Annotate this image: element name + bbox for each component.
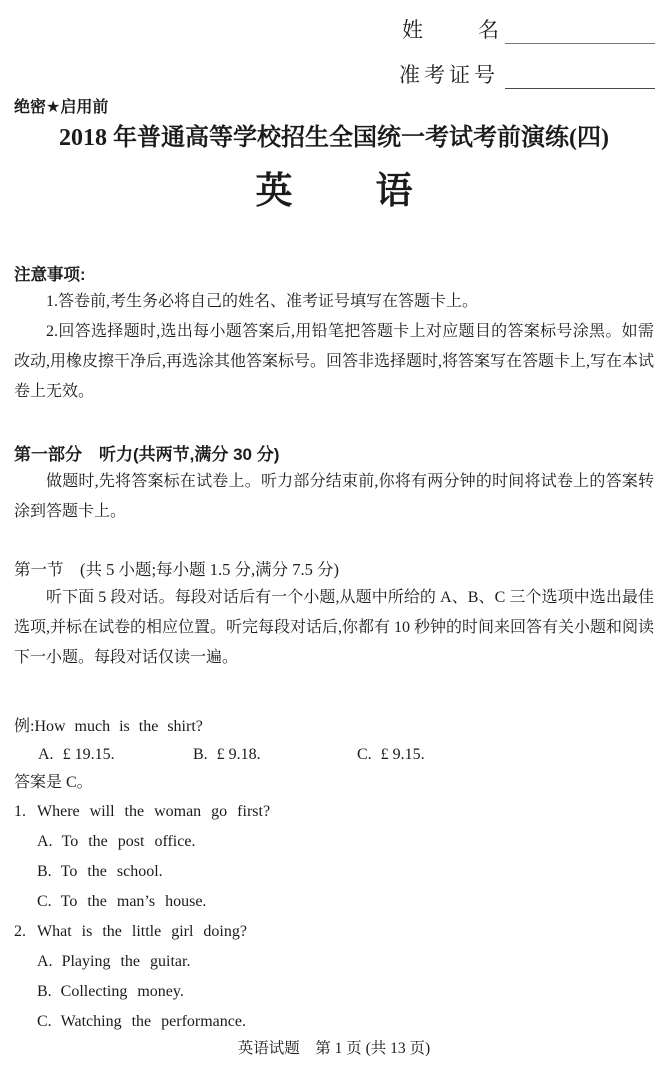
example-prompt: 例:How much is the shirt? <box>14 718 203 735</box>
question-2-option-b <box>37 977 654 1007</box>
question-1-option-a-text: To the post office. <box>61 833 196 850</box>
example-answer: 答案是 C。 <box>14 774 93 791</box>
notice-item-1: 1.答卷前,考生务必将自己的姓名、准考证号填写在答题卡上。 <box>46 293 479 310</box>
example-option-b-label: B. <box>193 746 208 763</box>
question-1-option-b <box>37 857 654 887</box>
question-2-option-c-label: C. <box>37 1013 52 1030</box>
question-2-text: What is the little girl doing? <box>37 923 247 940</box>
question-1-option-b-label: B. <box>37 863 52 880</box>
question-2 <box>14 917 654 1037</box>
question-1-option-c <box>37 887 654 917</box>
exam-title: 2018 年普通高等学校招生全国统一考试考前演练(四) <box>59 125 609 151</box>
question-2-option-b-label: B. <box>37 983 52 1000</box>
example-option-c <box>357 741 425 769</box>
question-2-option-a-label: A. <box>37 953 53 970</box>
secrecy-notice: 绝密★启用前 <box>14 99 109 116</box>
question-1-option-c-text: To the man’s house. <box>60 893 207 910</box>
admission-number-fill-line <box>505 88 655 89</box>
example-option-b-text: £ 9.18. <box>216 746 261 763</box>
section1-heading: 第一节 (共 5 小题;每小题 1.5 分,满分 7.5 分) <box>14 560 339 579</box>
notice-item-2: 2.回答选择题时,选出每小题答案后,用铅笔把答题卡上对应题目的答案标号涂黑。如需改动,用橡皮擦干净后,再选涂其他答案标号。回答非选择题时,将答案写在答题卡上,写在本试卷上无效。 <box>14 323 655 400</box>
question-2-line <box>14 917 654 947</box>
example-option-c-label: C. <box>357 746 372 763</box>
question-1-text: Where will the woman go first? <box>37 803 271 820</box>
question-2-option-c-text: Watching the performance. <box>60 1013 246 1030</box>
part1-heading: 第一部分 听力(共两节,满分 30 分) <box>14 445 280 464</box>
question-2-option-a <box>37 947 654 977</box>
question-1 <box>14 797 654 917</box>
name-field-row <box>402 8 655 44</box>
question-2-option-a-text: Playing the guitar. <box>61 953 191 970</box>
part1-instructions: 做题时,先将答案标在试卷上。听力部分结束前,你将有两分钟的时间将试卷上的答案转涂到答题卡上。 <box>14 473 654 520</box>
question-1-option-a-label: A. <box>37 833 53 850</box>
example-option-b <box>193 741 357 769</box>
question-1-option-a <box>37 827 654 857</box>
admission-number-label: 准考证号 <box>399 63 499 87</box>
question-2-number: 2. <box>14 923 26 940</box>
example-option-a-label: A. <box>38 746 54 763</box>
candidate-fields <box>0 0 668 89</box>
example-options-row <box>38 741 654 769</box>
example-option-c-text: £ 9.15. <box>380 746 425 763</box>
example-option-a-text: £ 19.15. <box>62 746 115 763</box>
section1-instructions: 听下面 5 段对话。每段对话后有一个小题,从题中所给的 A、B、C 三个选项中选出最佳选项,并标在试卷的相应位置。听完每段对话后,你都有 10 秒钟的时间来回答有关小题和阅读下一小题。每段对话仅读一遍。 <box>14 589 655 666</box>
example-option-a <box>38 741 193 769</box>
page-footer: 英语试题 第 1 页 (共 13 页) <box>237 1040 431 1057</box>
question-1-line <box>14 797 654 827</box>
question-1-option-b-text: To the school. <box>60 863 163 880</box>
subject-title-wrap <box>0 169 668 213</box>
question-1-option-c-label: C. <box>37 893 52 910</box>
admission-number-field-row <box>399 44 655 89</box>
question-2-option-b-text: Collecting money. <box>60 983 184 1000</box>
question-1-number: 1. <box>14 803 26 820</box>
subject-title: 英语 <box>255 170 413 211</box>
name-label: 姓名 <box>402 18 499 42</box>
question-2-option-c <box>37 1007 654 1037</box>
notice-heading: 注意事项: <box>14 266 86 284</box>
